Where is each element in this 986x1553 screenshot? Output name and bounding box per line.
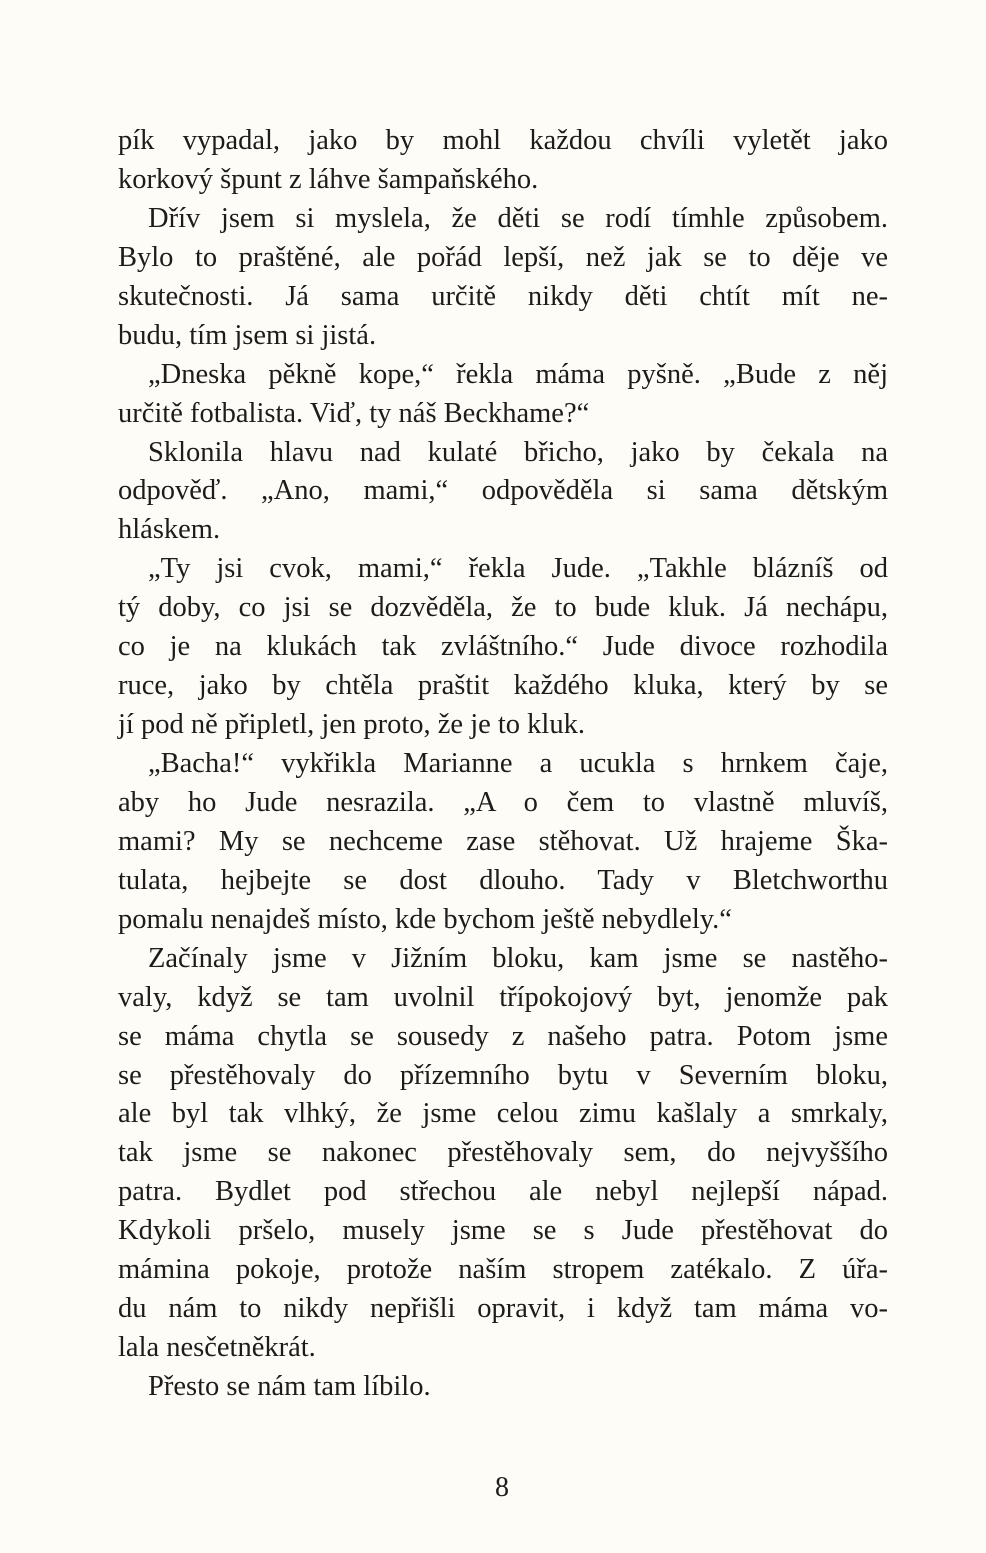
text-line: valy, když se tam uvolnil třípokojový byt, jenomže pak: [118, 981, 888, 1013]
text-line: „Bacha!“ vykřikla Marianne a ucukla s hrnkem čaje,: [148, 748, 888, 779]
page-body-text: [118, 122, 888, 1407]
text-line: Kdykoli pršelo, musely jsme se s Jude přestěhovat do: [118, 1215, 888, 1247]
text-line: aby ho Jude nesrazila. „A o čem to vlastně mluvíš,: [118, 786, 888, 818]
text-line: se přestěhovaly do přízemního bytu v Severním bloku,: [118, 1059, 888, 1091]
text-line: co je na klukách tak zvláštního.“ Jude divoce rozhodila: [118, 631, 888, 663]
text-line: budu, tím jsem si jistá.: [118, 319, 377, 351]
text-line: patra. Bydlet pod střechou ale nebyl nejlepší nápad.: [118, 1176, 888, 1208]
text-line: Sklonila hlavu nad kulaté břicho, jako by čekala na: [148, 436, 888, 468]
page-number: 8: [495, 1472, 509, 1503]
text-line: Bylo to praštěné, ale pořád lepší, než jak se to děje ve: [118, 241, 888, 273]
text-line: Přesto se nám tam líbilo.: [148, 1371, 431, 1402]
text-line: du nám to nikdy nepřišli opravit, i když tam máma vo-: [118, 1293, 888, 1325]
text-line: „Dneska pěkně kope,“ řekla máma pyšně. „Bude z něj: [148, 358, 888, 390]
text-line: mami? My se nechceme zase stěhovat. Už hrajeme Ška-: [118, 825, 888, 857]
text-line: určitě fotbalista. Viď, ty náš Beckhame?“: [118, 397, 590, 429]
text-line: lala nesčetněkrát.: [118, 1332, 316, 1364]
text-line: hláskem.: [118, 514, 221, 546]
text-line: mámina pokoje, protože naším stropem zatékalo. Z úřa-: [118, 1254, 888, 1286]
text-line: Dřív jsem si myslela, že děti se rodí tímhle způsobem.: [148, 202, 888, 234]
text-line: pomalu nenajdeš místo, kde bychom ještě nebydlely.“: [118, 903, 732, 935]
text-line: tý doby, co jsi se dozvěděla, že to bude kluk. Já nechápu,: [118, 592, 888, 624]
text-line: korkový špunt z láhve šampaňského.: [118, 163, 539, 195]
text-line: jí pod ně připletl, jen proto, že je to kluk.: [118, 709, 585, 741]
text-line: Začínaly jsme v Jižním bloku, kam jsme se nastěho-: [148, 942, 888, 974]
text-line: skutečnosti. Já sama určitě nikdy děti chtít mít ne-: [118, 280, 888, 312]
text-line: ale byl tak vlhký, že jsme celou zimu kašlaly a smrkaly,: [118, 1098, 888, 1130]
text-line: ruce, jako by chtěla praštit každého kluka, který by se: [118, 670, 888, 702]
text-line: pík vypadal, jako by mohl každou chvíli vyletět jako: [118, 125, 888, 156]
text-line: tak jsme se nakonec přestěhovaly sem, do nejvyššího: [118, 1137, 888, 1169]
text-line: tulata, hejbejte se dost dlouho. Tady v Bletchworthu: [118, 864, 888, 896]
text-line: se máma chytla se sousedy z našeho patra. Potom jsme: [118, 1020, 888, 1052]
text-line: odpověď. „Ano, mami,“ odpověděla si sama dětským: [118, 475, 888, 507]
text-line: „Ty jsi cvok, mami,“ řekla Jude. „Takhle blázníš od: [148, 553, 888, 585]
